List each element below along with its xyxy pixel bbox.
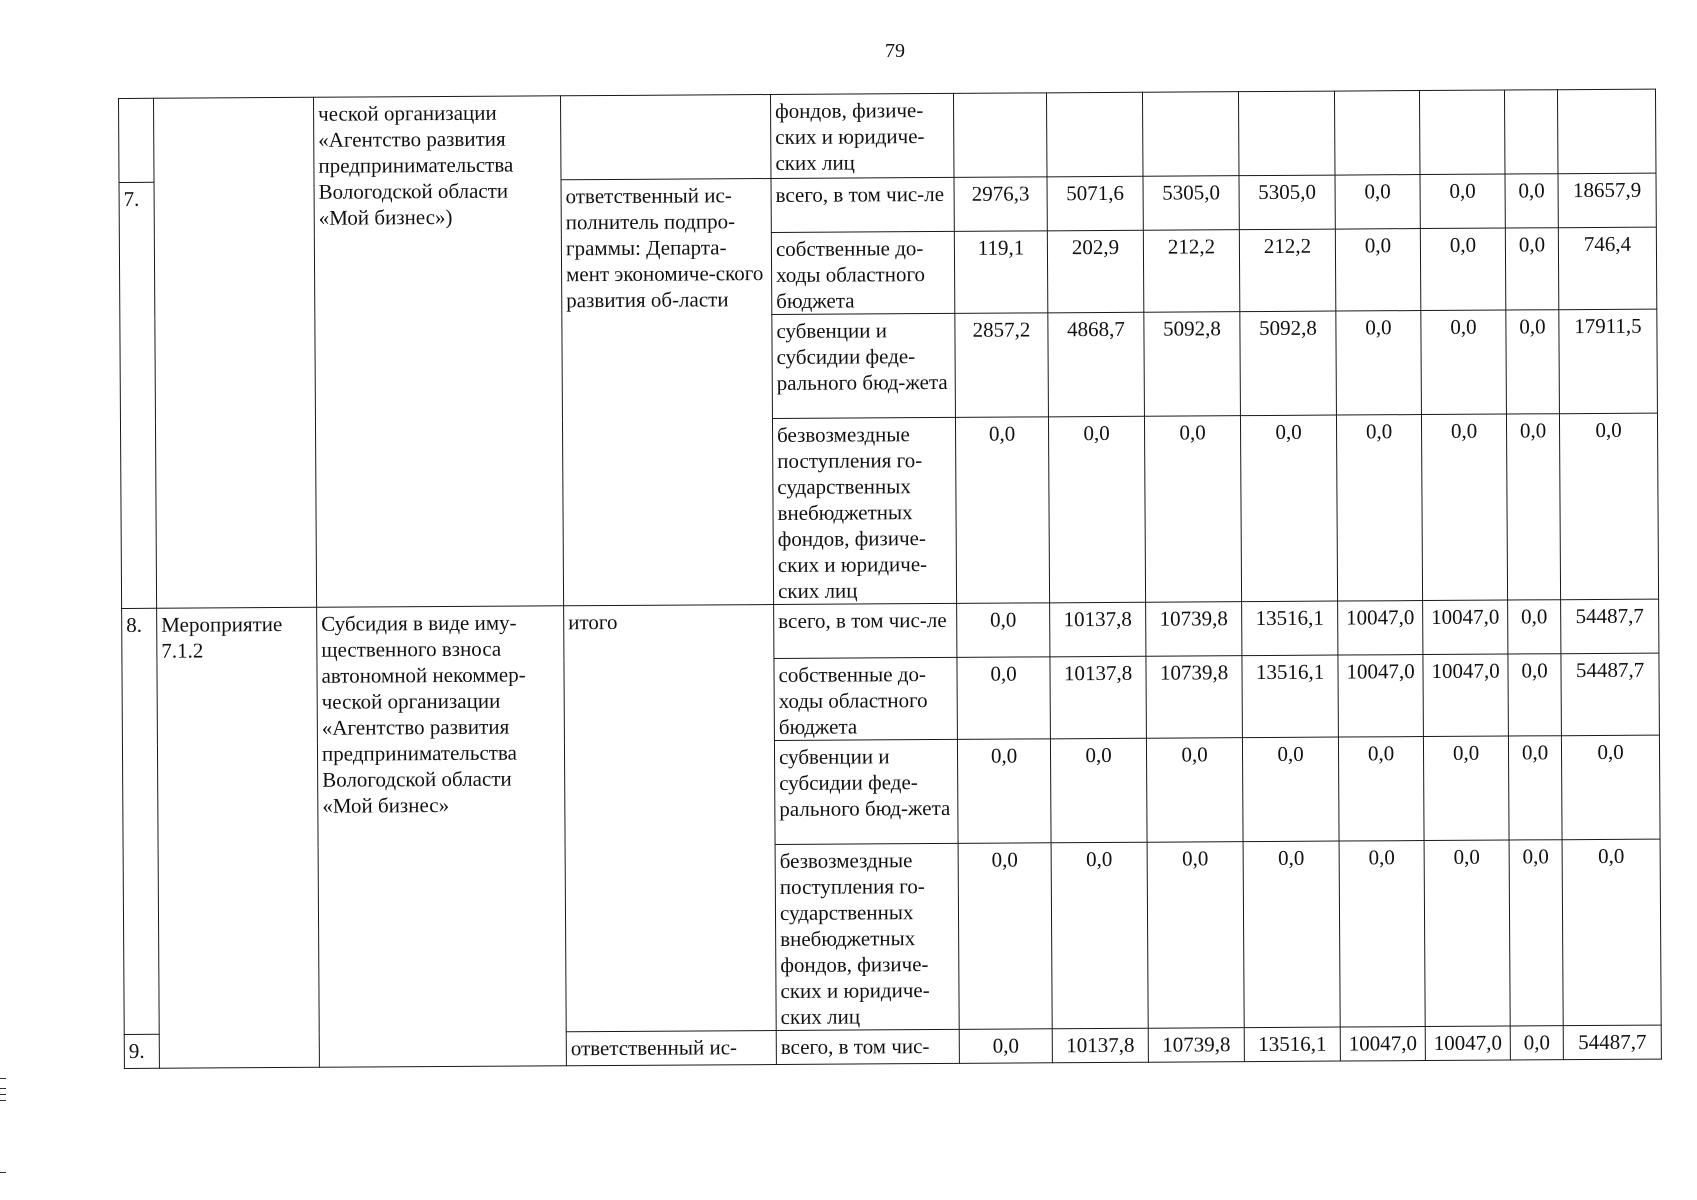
row8-line1-value-2022: 10739,8 [1146,656,1242,739]
row7-line3-value-Всего: 0,0 [1559,413,1658,600]
cell-executor: ответственный ис- [566,1030,776,1065]
row8-line3-value-Всего: 0,0 [1562,839,1661,1026]
row8-line2-value-2025: 0,0 [1423,736,1509,841]
row7-line3-value-2022: 0,0 [1144,416,1241,603]
cell-description: Субсидия в виде иму-щественного взноса автономной некоммер-ческой организации «Агентство развития предпринимательства Вологодской области «Мой бизнес» [317,606,567,1068]
row7-line1-value-2023: 212,2 [1239,229,1335,312]
row9-line0-value-2026: 0,0 [1510,1026,1563,1060]
budget-table [118,89,1662,1069]
margin-mark [0,1172,6,1173]
row9-line0-value-2025: 10047,0 [1425,1026,1510,1061]
row7-line0-value-2020: 2976,3 [954,177,1047,232]
row8-line0-value-2021: 10137,8 [1050,602,1146,657]
row7-line2-value-2020: 2857,2 [955,313,1049,418]
row8-line1-value-2020: 0,0 [957,657,1050,740]
margin-mark [0,1100,6,1101]
row7-line2-value-2025: 0,0 [1421,310,1507,415]
row7-line2-value-2026: 0,0 [1506,310,1560,414]
cell-value-empty [1046,92,1143,177]
cell-value-empty [1142,92,1239,177]
row7-line1-value-Всего: 746,4 [1558,227,1656,310]
row7-line1-value-2022: 212,2 [1143,230,1239,313]
row8-line0-value-Всего: 54487,7 [1561,599,1659,654]
row-number: 7. [119,182,157,608]
margin-mark [0,1088,6,1089]
row7-line1-value-2021: 202,9 [1047,230,1143,313]
row8-line3-value-2024: 0,0 [1339,841,1425,1028]
cell-funding-source: субвенции и субсидии феде-рального бюд-жета [774,739,958,844]
cell-funding-source: всего, в том чис-ле [771,177,954,232]
table-row [122,599,1659,662]
row7-line1-value-2025: 0,0 [1420,228,1505,311]
row9-line0-value-2022: 10739,8 [1148,1028,1244,1063]
row7-line0-value-2021: 5071,6 [1047,176,1143,231]
row8-line3-value-2026: 0,0 [1509,840,1563,1026]
cell-executor-empty [560,95,771,180]
row8-line0-value-2022: 10739,8 [1146,602,1242,657]
row8-line0-value-2020: 0,0 [957,603,1050,658]
row7-line0-value-2022: 5305,0 [1143,176,1239,231]
cell-funding-source: всего, в том чис-ле [774,603,957,658]
row8-line1-value-2023: 13516,1 [1242,655,1338,738]
row8-line1-value-2024: 10047,0 [1338,655,1423,738]
row7-line2-value-2024: 0,0 [1336,311,1422,416]
row-number: 8. [122,608,160,1034]
row8-line0-value-2025: 10047,0 [1423,600,1508,655]
cell-number-empty [119,98,155,182]
row8-line2-value-2026: 0,0 [1508,736,1562,840]
row7-line3-value-2020: 0,0 [955,417,1049,604]
row7-line1-value-2026: 0,0 [1505,228,1558,310]
row8-line0-value-2026: 0,0 [1508,600,1561,654]
row8-line2-value-2021: 0,0 [1050,738,1147,843]
row9-line0-value-2020: 0,0 [959,1029,1052,1064]
row7-line0-value-2023: 5305,0 [1239,175,1335,230]
cell-value-empty [1557,89,1656,174]
page-number: 79 [885,40,905,62]
cell-funding-source: безвозмездные поступления го-сударственных внебюджетных фондов, физиче-ских и юридиче-ских лиц [775,843,959,1030]
cell-value-empty [1238,91,1335,176]
row8-line2-value-2022: 0,0 [1146,738,1243,843]
cell-value-empty [1419,90,1505,175]
row7-line1-value-2020: 119,1 [954,231,1047,314]
row7-line3-value-2021: 0,0 [1048,416,1145,603]
margin-mark [0,1094,6,1095]
cell-name-empty [154,97,317,608]
row9-line0-value-2024: 10047,0 [1340,1027,1425,1062]
row8-line2-value-2023: 0,0 [1242,737,1339,842]
row8-line3-value-2025: 0,0 [1424,840,1510,1027]
row8-line1-value-2021: 10137,8 [1050,656,1146,739]
row7-line0-value-Всего: 18657,9 [1558,173,1656,228]
cell-funding-source: субвенции и субсидии феде-рального бюд-жета [772,313,956,418]
row7-line2-value-2022: 5092,8 [1144,312,1241,417]
row7-line2-value-2023: 5092,8 [1240,311,1337,416]
cell-source-continuation: фондов, физиче-ских и юридиче-ских лиц [770,93,954,178]
row9-line0-value-Всего: 54487,7 [1563,1025,1661,1060]
row7-line3-value-2023: 0,0 [1240,415,1337,602]
cell-executor: ответственный ис-полнитель подпро-граммы: Департа-мент экономиче-ского развития об-ласти [561,179,774,606]
cell-funding-source: всего, в том чис- [776,1029,959,1064]
cell-measure-name: Мероприятие 7.1.2 [157,607,320,1068]
row7-line2-value-Всего: 17911,5 [1559,309,1658,414]
table-row-continuation [119,89,1656,182]
cell-funding-source: безвозмездные поступления го-сударственных внебюджетных фондов, физиче-ских и юридиче-ских лиц [772,417,956,604]
cell-funding-source: собственные до-ходы областного бюджета [774,657,957,740]
row8-line0-value-2023: 13516,1 [1242,601,1338,656]
row8-line3-value-2020: 0,0 [958,843,1052,1030]
row8-line1-value-2025: 10047,0 [1423,654,1508,737]
cell-description-continuation: ческой организации «Агентство развития предпринимательства Вологодской области «Мой бизнес») [313,96,563,607]
row7-line0-value-2025: 0,0 [1420,174,1505,229]
row7-line3-value-2026: 0,0 [1506,414,1560,600]
cell-executor: итого [564,605,777,1032]
cell-value-empty [1504,90,1558,174]
budget-table-container [118,89,1662,1069]
row7-line0-value-2026: 0,0 [1505,174,1558,228]
row-number: 9. [124,1034,159,1068]
row7-line0-value-2024: 0,0 [1335,175,1420,230]
row7-line1-value-2024: 0,0 [1335,229,1420,312]
row8-line2-value-2024: 0,0 [1338,737,1424,842]
row8-line3-value-2023: 0,0 [1243,841,1340,1028]
margin-mark [0,1078,6,1079]
row8-line3-value-2022: 0,0 [1147,842,1244,1029]
row8-line3-value-2021: 0,0 [1051,842,1148,1029]
row8-line2-value-2020: 0,0 [957,739,1051,844]
cell-value-empty [1334,91,1420,176]
cell-funding-source: собственные до-ходы областного бюджета [771,231,954,314]
row9-line0-value-2021: 10137,8 [1052,1028,1148,1063]
row8-line1-value-Всего: 54487,7 [1561,653,1659,736]
row7-line2-value-2021: 4868,7 [1048,312,1145,417]
row8-line0-value-2024: 10047,0 [1338,601,1423,656]
row9-line0-value-2023: 13516,1 [1244,1027,1340,1062]
row8-line2-value-Всего: 0,0 [1561,735,1660,840]
row7-line3-value-2024: 0,0 [1336,415,1422,602]
cell-value-empty [953,93,1047,178]
row8-line1-value-2026: 0,0 [1508,654,1561,736]
row7-line3-value-2025: 0,0 [1421,414,1507,601]
